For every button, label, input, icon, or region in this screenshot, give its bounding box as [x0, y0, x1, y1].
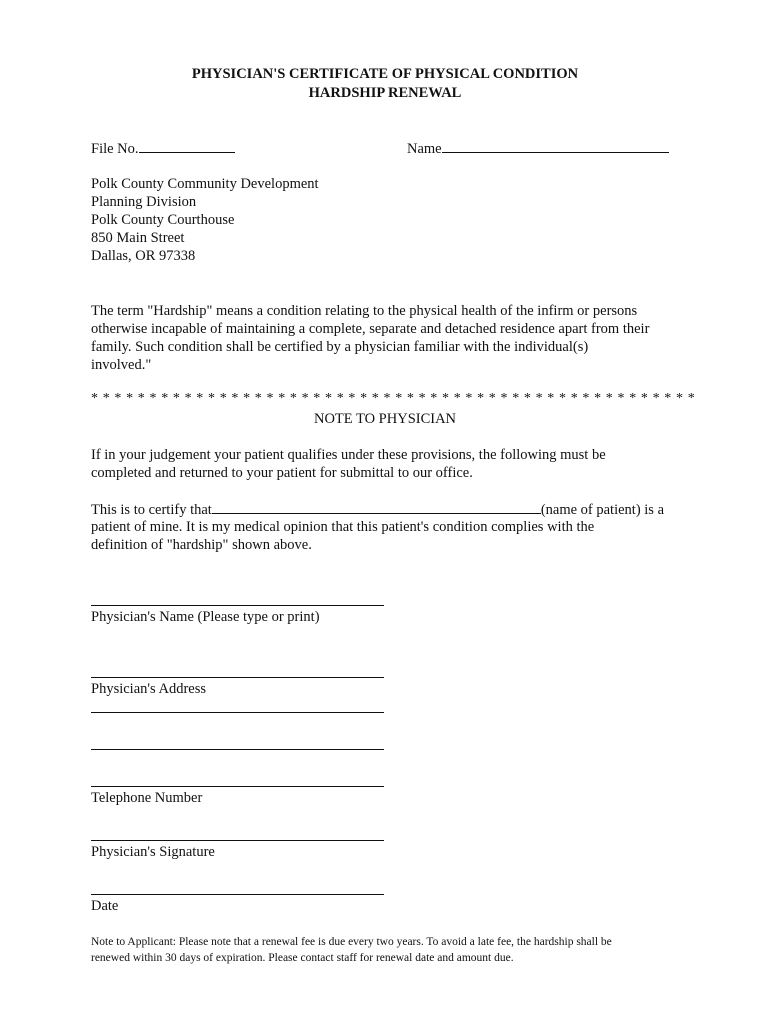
- certify-line: [91, 500, 664, 519]
- note-heading: NOTE TO PHYSICIAN: [313, 411, 457, 427]
- asterisk-divider: * * * * * * * * * * * * * * * * * * * * * * * * * * * * * * * * * * * * * * * * * * * * * * * * * * * *: [91, 391, 696, 406]
- certify-line: patient of mine. It is my medical opinion that this patient's condition complies with the: [91, 519, 595, 535]
- definition-line: family. Such condition shall be certified by a physician familiar with the individual(s): [91, 339, 589, 355]
- instruction-line: If in your judgement your patient qualifies under these provisions, the following must be: [91, 447, 606, 463]
- address-line: Dallas, OR 97338: [91, 248, 196, 264]
- address-continuation-line[interactable]: [91, 749, 384, 750]
- certify-line: definition of "hardship" shown above.: [91, 537, 312, 553]
- address-line: Polk County Community Development: [91, 176, 319, 192]
- footer-note-line: Note to Applicant: Please note that a renewal fee is due every two years. To avoid a late fee, the hardship shall be: [91, 936, 612, 948]
- file-no-field[interactable]: [91, 139, 235, 158]
- physician-address-line[interactable]: [91, 677, 384, 678]
- date-label: Date: [91, 898, 119, 914]
- physician-address-label: Physician's Address: [91, 681, 206, 697]
- signature-line[interactable]: [91, 840, 384, 841]
- name-field[interactable]: [407, 139, 669, 158]
- telephone-label: Telephone Number: [91, 790, 203, 806]
- physician-name-label: Physician's Name (Please type or print): [91, 609, 320, 625]
- address-line: Planning Division: [91, 194, 197, 210]
- signature-label: Physician's Signature: [91, 844, 215, 860]
- form-title: PHYSICIAN'S CERTIFICATE OF PHYSICAL CONDITION: [191, 66, 579, 82]
- name-blank[interactable]: [442, 139, 669, 153]
- physician-name-line[interactable]: [91, 605, 384, 606]
- certify-prefix: This is to certify that: [91, 502, 212, 518]
- definition-line: otherwise incapable of maintaining a complete, separate and detached residence apart from their: [91, 321, 650, 337]
- patient-name-blank[interactable]: [212, 500, 541, 514]
- date-line[interactable]: [91, 894, 384, 895]
- certify-suffix: (name of patient) is a: [540, 502, 665, 518]
- form-subtitle: HARDSHIP RENEWAL: [308, 85, 462, 101]
- definition-line: involved.": [91, 357, 152, 373]
- definition-line: The term "Hardship" means a condition relating to the physical health of the infirm or persons: [91, 303, 638, 319]
- address-continuation-line[interactable]: [91, 712, 384, 713]
- footer-note-line: renewed within 30 days of expiration. Please contact staff for renewal date and amount due.: [91, 952, 514, 964]
- file-no-blank[interactable]: [139, 139, 235, 153]
- address-line: Polk County Courthouse: [91, 212, 235, 228]
- telephone-line[interactable]: [91, 786, 384, 787]
- name-label: Name: [407, 141, 442, 157]
- instruction-line: completed and returned to your patient for submittal to our office.: [91, 465, 473, 481]
- address-line: 850 Main Street: [91, 230, 185, 246]
- file-no-label: File No.: [91, 141, 139, 157]
